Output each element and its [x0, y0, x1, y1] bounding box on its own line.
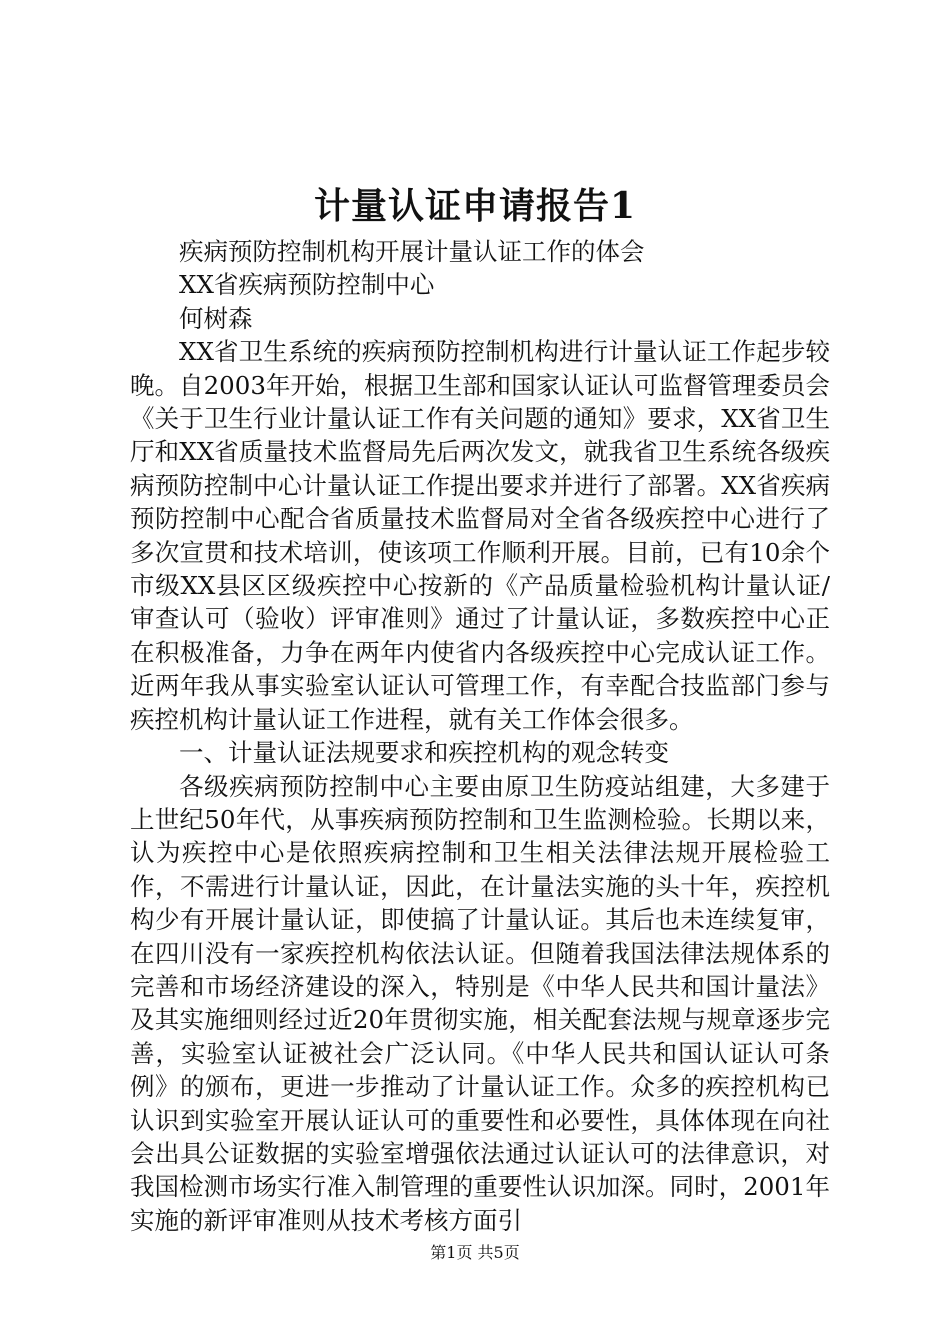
author-line: 何树森	[179, 303, 253, 333]
subtitle-paragraph: 疾病预防控制机构开展计量认证工作的体会	[179, 237, 645, 266]
document-title: 计量认证申请报告1	[313, 185, 637, 227]
body-paragraph: XX省卫生系统的疾病预防控制机构进行计量认证工作起步较晚。自2003年开始，根据卫生部和国家认证认可监督管理委员会《关于卫生行业计量认证工作有关问题的通知》要求，XX省卫生厅和XX省质量技术监督局先后两次发文，就我省卫生系统各级疾病预防控制中心计量认证工作提出要求并进行了部署。XX省疾病预防控制中心配合省质量技术监督局对全省各级疾控中心进行了多次宣贯和技术培训，使该项工作顺利开展。目前，已有10余个市级XX县区区级疾控中心按新的《产品质量检验机构计量认证/审查认可（验收）评审准则》通过了计量认证，多数疾控中心正在积极准备，力争在两年内使省内各级疾控中心完成认证工作。近两年我从事实验室认证认可管理工作，有幸配合技监部门参与疾控机构计量认证工作进程，就有关工作体会很多。	[130, 337, 830, 734]
section-heading: 一、计量认证法规要求和疾控机构的观念转变	[179, 738, 669, 768]
document-body	[130, 235, 830, 1237]
page-footer: 第1页 共5页	[430, 1243, 520, 1262]
organization-line: XX省疾病预防控制中心	[179, 270, 435, 300]
body-paragraph: 各级疾病预防控制中心主要由原卫生防疫站组建，大多建于上世纪50年代，从事疾病预防控制和卫生监测检验。长期以来，认为疾控中心是依照疾病控制和卫生相关法律法规开展检验工作，不需进行计量认证，因此，在计量法实施的头十年，疾控机构少有开展计量认证，即使搞了计量认证。其后也未连续复审，在四川没有一家疾控机构依法认证。但随着我国法律法规体系的完善和市场经济建设的深入，特别是《中华人民共和国计量法》及其实施细则经过近20年贯彻实施，相关配套法规与规章逐步完善，实验室认证被社会广泛认同。《中华人民共和国认证认可条例》的颁布，更进一步推动了计量认证工作。众多的疾控机构已认识到实验室开展认证认可的重要性和必要性，具体体现在向社会出具公证数据的实验室增强依法通过认证认可的法律意识，对我国检测市场实行准入制管理的重要性认识加深。同时，2001年实施的新评审准则从技术考核方面引	[130, 771, 830, 1235]
